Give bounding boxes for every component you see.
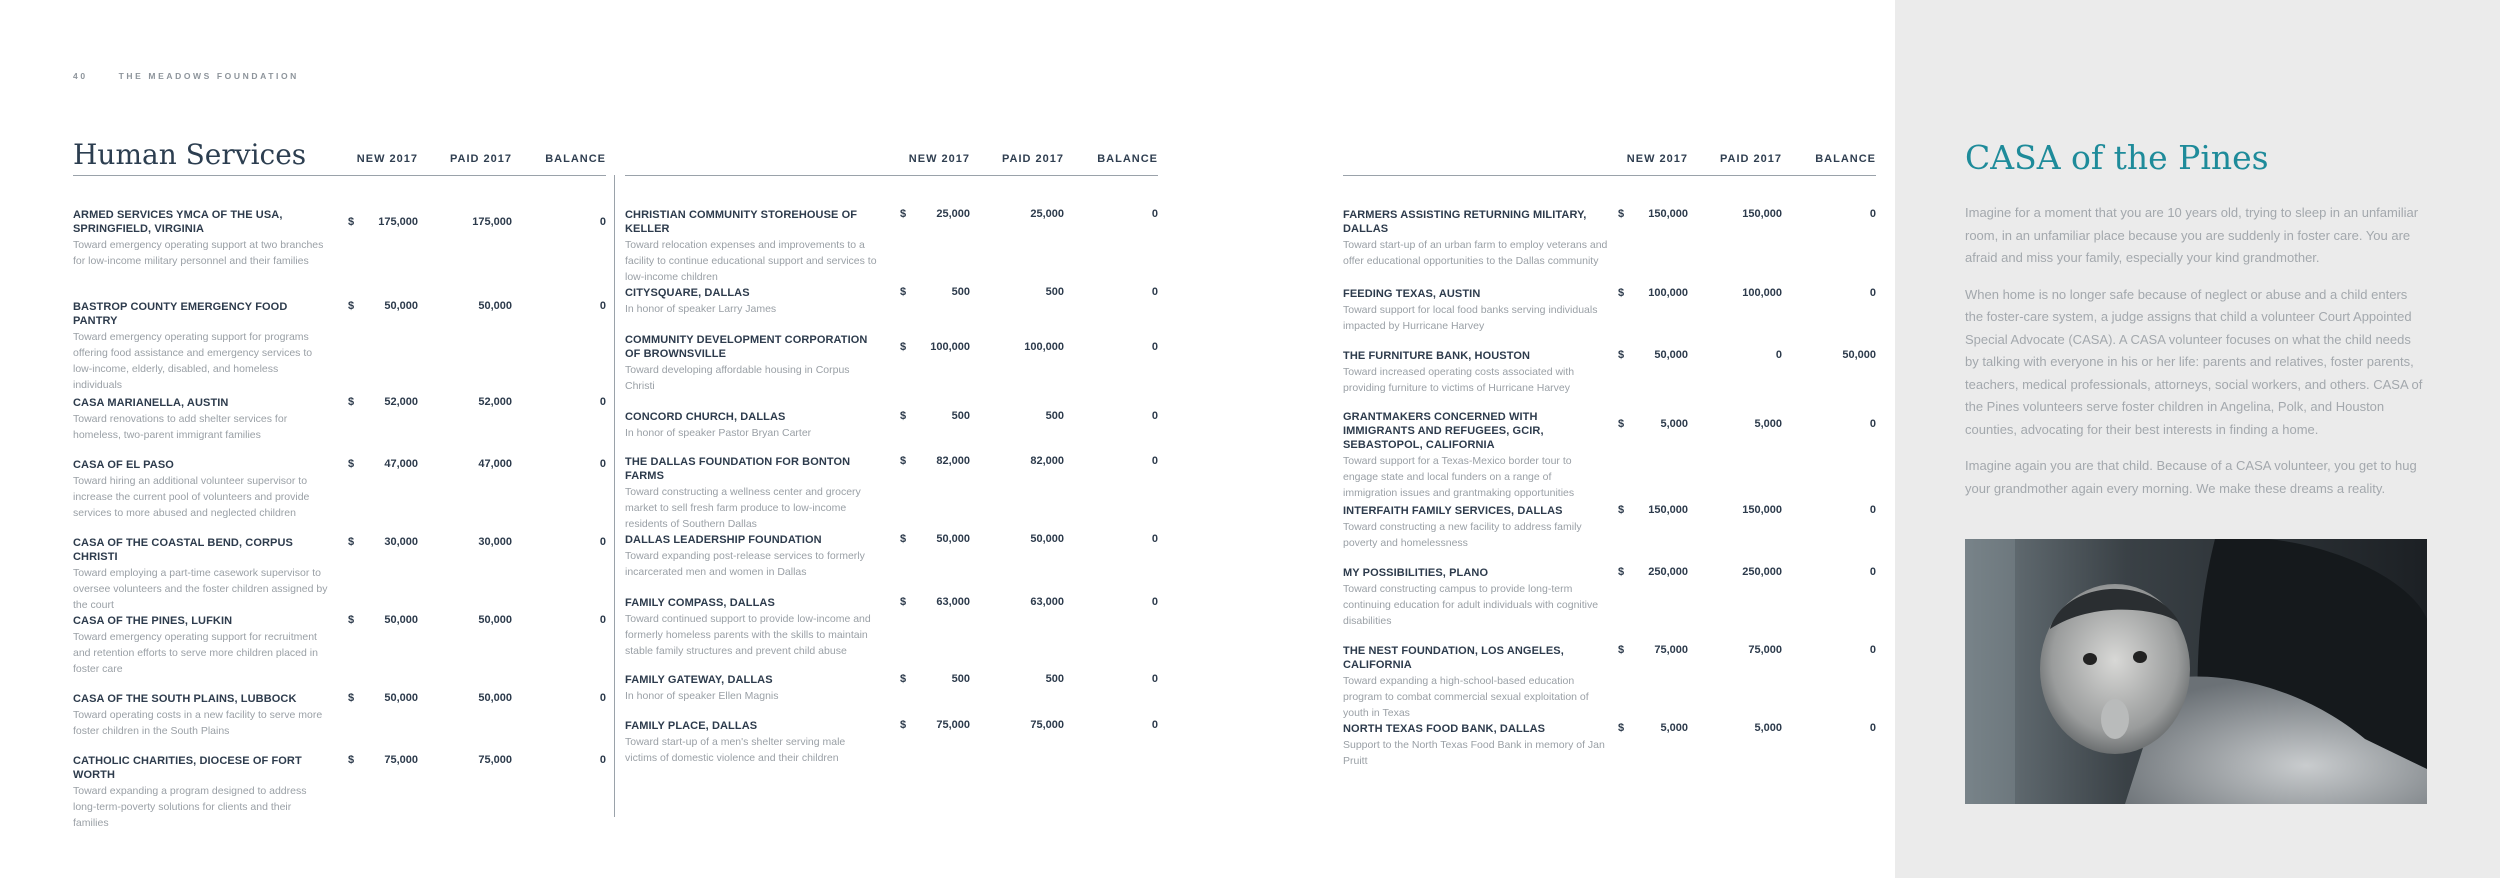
grant-paid-amount: 50,000 — [478, 692, 512, 704]
grant-description: Toward start-up of an urban farm to employ veterans and offer educational opportunities to the Dallas community — [1343, 239, 1608, 267]
grant-paid-amount: 63,000 — [1030, 596, 1064, 608]
grant-entry — [625, 533, 880, 580]
grant-name: NORTH TEXAS FOOD BANK, DALLAS — [1343, 723, 1546, 735]
grant-description: In honor of speaker Pastor Bryan Carter — [625, 427, 812, 439]
grant-entry — [625, 596, 880, 659]
grant-new-amount: 250,000 — [1648, 566, 1688, 578]
grant-entry — [1343, 504, 1608, 551]
currency-sign: $ — [1618, 287, 1625, 299]
section-title: Human Services — [73, 138, 307, 171]
grant-paid-amount: 82,000 — [1030, 455, 1064, 467]
grant-balance: 0 — [599, 692, 606, 704]
grant-description: Toward employing a part-time casework supervisor to oversee volunteers and the foster children assigned by the court — [73, 567, 328, 611]
grant-balance: 0 — [1869, 722, 1876, 734]
grant-balance: 0 — [599, 614, 606, 626]
casa-story — [1965, 202, 2428, 514]
grant-new-amount: 150,000 — [1648, 504, 1688, 516]
grant-paid-amount: 500 — [1045, 673, 1064, 685]
casa-paragraph: When home is no longer safe because of neglect or abuse and a child enters the foster-care system, a judge assigns that child a volunteer Court Appointed Special Advocate (CASA). A CASA volunteer focuses on what the child needs by talking with everyone in his or her life: parents and relatives, foster parents, teachers, medical professionals, attorneys, social workers, and others. CASA of the Pines volunteers serve foster children in Angelina, Polk, and Houston counties, advocating for their best interests in finding a home. — [1965, 286, 2423, 437]
grant-balance: 0 — [599, 216, 606, 228]
grant-new-amount: 50,000 — [1654, 349, 1688, 361]
grant-balance: 0 — [1151, 719, 1158, 731]
currency-sign: $ — [1618, 208, 1625, 220]
grant-balance: 50,000 — [1842, 349, 1876, 361]
grant-name: CONCORD CHURCH, DALLAS — [625, 411, 786, 423]
grant-name: DALLAS LEADERSHIP FOUNDATION — [625, 534, 822, 546]
currency-sign: $ — [1618, 504, 1625, 516]
grant-entry — [1343, 410, 1608, 501]
grant-entry — [1343, 722, 1608, 769]
grant-description: Toward expanding a program designed to address long-term-poverty solutions for clients and their families — [73, 785, 307, 829]
grant-balance: 0 — [1151, 533, 1158, 545]
grant-description: Toward support for local food banks serving individuals impacted by Hurricane Harvey — [1343, 304, 1598, 332]
grant-name: THE FURNITURE BANK, HOUSTON — [1343, 350, 1531, 362]
grant-entry — [625, 286, 880, 317]
grant-paid-amount: 0 — [1775, 349, 1782, 361]
grant-name: INTERFAITH FAMILY SERVICES, DALLAS — [1343, 505, 1563, 517]
grant-description: Toward constructing a wellness center and grocery market to sell fresh farm produce to low-income residents of Southern Dallas — [625, 486, 861, 530]
grant-new-amount: 75,000 — [1654, 644, 1688, 656]
grant-paid-amount: 100,000 — [1742, 287, 1782, 299]
grant-description: Toward renovations to add shelter services for homeless, two-parent immigrant families — [73, 413, 288, 441]
col1-header-new: NEW 2017 — [356, 153, 418, 165]
grant-paid-amount: 25,000 — [1030, 208, 1064, 220]
grant-description: In honor of speaker Larry James — [625, 303, 777, 315]
grant-name: ARMED SERVICES YMCA OF THE USA, SPRINGFIELD, VIRGINIA — [73, 209, 283, 235]
grant-new-amount: 82,000 — [936, 455, 970, 467]
grant-name: FEEDING TEXAS, AUSTIN — [1343, 288, 1481, 300]
currency-sign: $ — [348, 754, 355, 766]
currency-sign: $ — [900, 673, 907, 685]
grant-new-amount: 75,000 — [384, 754, 418, 766]
grant-description: Toward relocation expenses and improvements to a facility to continue educational support and services to low-income children — [625, 239, 877, 283]
grant-description: Toward constructing a new facility to address family poverty and homelessness — [1343, 521, 1582, 549]
grant-entry — [1343, 287, 1608, 334]
grant-balance: 0 — [1151, 596, 1158, 608]
grant-entry — [625, 719, 880, 766]
currency-sign: $ — [1618, 349, 1625, 361]
currency-sign: $ — [1618, 644, 1625, 656]
grant-paid-amount: 30,000 — [478, 536, 512, 548]
grant-description: Toward hiring an additional volunteer supervisor to increase the current pool of volunteers and provide services to more abused and neglected children — [73, 475, 310, 519]
col3-header-paid: PAID 2017 — [1720, 153, 1782, 165]
currency-sign: $ — [348, 614, 355, 626]
grant-paid-amount: 500 — [1045, 286, 1064, 298]
grant-paid-amount: 50,000 — [1030, 533, 1064, 545]
grant-name: CHRISTIAN COMMUNITY STOREHOUSE OF KELLER — [625, 209, 858, 235]
grant-new-amount: 50,000 — [384, 300, 418, 312]
currency-sign: $ — [348, 458, 355, 470]
grant-description: Toward expanding a high-school-based education program to combat commercial sexual exploitation of youth in Texas — [1343, 675, 1589, 719]
grant-paid-amount: 500 — [1045, 410, 1064, 422]
grant-new-amount: 50,000 — [936, 533, 970, 545]
grant-description: In honor of speaker Ellen Magnis — [625, 690, 779, 702]
grant-new-amount: 25,000 — [936, 208, 970, 220]
grant-name: FAMILY PLACE, DALLAS — [625, 720, 758, 732]
grant-new-amount: 100,000 — [930, 341, 970, 353]
grant-new-amount: 500 — [951, 410, 970, 422]
grant-paid-amount: 175,000 — [472, 216, 512, 228]
currency-sign: $ — [348, 216, 355, 228]
grant-name: BASTROP COUNTY EMERGENCY FOOD PANTRY — [73, 301, 288, 327]
currency-sign: $ — [1618, 722, 1625, 734]
grant-entry — [625, 673, 880, 704]
grant-name: CITYSQUARE, DALLAS — [625, 287, 750, 299]
page-number: 40 — [73, 71, 88, 81]
grant-balance: 0 — [1869, 566, 1876, 578]
grant-balance: 0 — [1869, 644, 1876, 656]
casa-paragraph: Imagine again you are that child. Because of a CASA volunteer, you get to hug your grandmother again every morning. We make these dreams a reality. — [1965, 458, 2417, 496]
grant-entry — [1343, 208, 1608, 269]
grant-description: Toward constructing campus to provide long-term continuing education for adult individuals with cognitive disabilities — [1343, 583, 1599, 627]
grant-name: THE DALLAS FOUNDATION FOR BONTON FARMS — [625, 456, 851, 482]
currency-sign: $ — [900, 208, 907, 220]
grant-name: COMMUNITY DEVELOPMENT CORPORATION OF BROWNSVILLE — [625, 334, 868, 360]
currency-sign: $ — [900, 410, 907, 422]
grant-description: Toward operating costs in a new facility to serve more foster children in the South Plains — [73, 709, 323, 737]
grant-entry — [625, 333, 880, 394]
grant-new-amount: 50,000 — [384, 692, 418, 704]
grant-entry — [73, 208, 328, 269]
grant-balance: 0 — [1869, 287, 1876, 299]
grant-name: FARMERS ASSISTING RETURNING MILITARY, DALLAS — [1343, 209, 1587, 235]
grant-paid-amount: 75,000 — [1030, 719, 1064, 731]
grant-balance: 0 — [1151, 455, 1158, 467]
grant-balance: 0 — [1151, 673, 1158, 685]
grant-entry — [73, 614, 328, 677]
currency-sign: $ — [348, 536, 355, 548]
col2-header-new: NEW 2017 — [908, 153, 970, 165]
grant-new-amount: 150,000 — [1648, 208, 1688, 220]
currency-sign: $ — [348, 300, 355, 312]
grant-name: CASA OF THE COASTAL BEND, CORPUS CHRISTI — [73, 537, 293, 563]
col2-header-balance: BALANCE — [1097, 153, 1158, 165]
grant-paid-amount: 5,000 — [1754, 722, 1782, 734]
currency-sign: $ — [900, 533, 907, 545]
grant-name: FAMILY COMPASS, DALLAS — [625, 597, 775, 609]
foundation-name: THE MEADOWS FOUNDATION — [118, 71, 299, 81]
grant-entry — [625, 455, 880, 532]
grant-description: Toward continued support to provide low-income and formerly homeless parents with the skills to maintain stable family structures and prevent child abuse — [625, 613, 871, 657]
grant-paid-amount: 50,000 — [478, 300, 512, 312]
page-header — [73, 71, 299, 81]
grant-description: Toward emergency operating support at two branches for low-income military personnel and their families — [73, 239, 324, 267]
grant-paid-amount: 100,000 — [1024, 341, 1064, 353]
grant-name: CASA MARIANELLA, AUSTIN — [73, 397, 229, 409]
currency-sign: $ — [900, 596, 907, 608]
grant-new-amount: 500 — [951, 673, 970, 685]
currency-sign: $ — [348, 692, 355, 704]
grant-balance: 0 — [599, 754, 606, 766]
grant-description: Toward increased operating costs associated with providing furniture to victims of Hurricane Harvey — [1343, 366, 1575, 394]
grant-paid-amount: 5,000 — [1754, 418, 1782, 430]
grant-entry — [73, 692, 328, 739]
grant-balance: 0 — [599, 300, 606, 312]
col1-rule — [73, 175, 606, 176]
grant-name: GRANTMAKERS CONCERNED WITH IMMIGRANTS AND REFUGEES, GCIR, SEBASTOPOL, CALIFORNIA — [1343, 411, 1544, 451]
grant-new-amount: 100,000 — [1648, 287, 1688, 299]
grant-description: Toward emergency operating support for recruitment and retention efforts to serve more children placed in foster care — [73, 631, 318, 675]
grant-paid-amount: 75,000 — [1748, 644, 1782, 656]
grant-balance: 0 — [1151, 410, 1158, 422]
grant-name: THE NEST FOUNDATION, LOS ANGELES, CALIFORNIA — [1343, 645, 1564, 671]
currency-sign: $ — [900, 455, 907, 467]
currency-sign: $ — [900, 341, 907, 353]
grant-new-amount: 30,000 — [384, 536, 418, 548]
grant-balance: 0 — [599, 536, 606, 548]
grant-balance: 0 — [1869, 208, 1876, 220]
grant-new-amount: 63,000 — [936, 596, 970, 608]
grant-description: Toward emergency operating support for programs offering food assistance and emergency services to low-income, elderly, disabled, and homeless individuals — [73, 331, 313, 391]
grant-new-amount: 75,000 — [936, 719, 970, 731]
grant-entry — [1343, 644, 1608, 721]
grant-name: CASA OF THE SOUTH PLAINS, LUBBOCK — [73, 693, 297, 705]
grant-entry — [73, 458, 328, 521]
col2-rule — [625, 175, 1158, 176]
grant-paid-amount: 50,000 — [478, 614, 512, 626]
grant-new-amount: 47,000 — [384, 458, 418, 470]
grant-entry — [73, 300, 328, 393]
child-photo — [1965, 539, 2427, 804]
currency-sign: $ — [900, 286, 907, 298]
currency-sign: $ — [348, 396, 355, 408]
grant-paid-amount: 150,000 — [1742, 208, 1782, 220]
col2-header-paid: PAID 2017 — [1002, 153, 1064, 165]
col3-rule — [1343, 175, 1876, 176]
grant-name: CATHOLIC CHARITIES, DIOCESE OF FORT WORTH — [73, 755, 302, 781]
grant-balance: 0 — [1869, 418, 1876, 430]
grant-new-amount: 5,000 — [1660, 722, 1688, 734]
currency-sign: $ — [1618, 418, 1625, 430]
grant-name: FAMILY GATEWAY, DALLAS — [625, 674, 773, 686]
grant-paid-amount: 150,000 — [1742, 504, 1782, 516]
grant-balance: 0 — [1151, 341, 1158, 353]
grant-entry — [73, 754, 328, 831]
col3-header-new: NEW 2017 — [1626, 153, 1688, 165]
grant-description: Toward expanding post-release services to formerly incarcerated men and women in Dallas — [625, 550, 865, 578]
grant-description: Support to the North Texas Food Bank in memory of Jan Pruitt — [1343, 739, 1605, 767]
casa-paragraph: Imagine for a moment that you are 10 years old, trying to sleep in an unfamiliar room, in an unfamiliar place because you are suddenly in foster care. You are afraid and miss your family, especially your kind grandmother. — [1965, 205, 2419, 265]
grant-entry — [625, 208, 880, 285]
grant-paid-amount: 250,000 — [1742, 566, 1782, 578]
grant-balance: 0 — [1151, 286, 1158, 298]
grant-entry — [625, 410, 880, 441]
grant-balance: 0 — [599, 458, 606, 470]
grant-balance: 0 — [1869, 504, 1876, 516]
grant-paid-amount: 52,000 — [478, 396, 512, 408]
grant-name: MY POSSIBILITIES, PLANO — [1343, 567, 1489, 579]
grant-new-amount: 500 — [951, 286, 970, 298]
grant-balance: 0 — [1151, 208, 1158, 220]
grant-entry — [1343, 566, 1608, 629]
col1-header-balance: BALANCE — [545, 153, 606, 165]
grant-description: Toward support for a Texas-Mexico border tour to engage state and local funders on a range of immigration issues and grantmaking opportunities — [1343, 455, 1575, 499]
grant-paid-amount: 75,000 — [478, 754, 512, 766]
col3-header-balance: BALANCE — [1815, 153, 1876, 165]
column-divider — [614, 175, 615, 817]
grant-name: CASA OF THE PINES, LUFKIN — [73, 615, 233, 627]
grant-entry — [1343, 349, 1608, 396]
currency-sign: $ — [1618, 566, 1625, 578]
grant-entry — [73, 396, 328, 443]
grant-description: Toward developing affordable housing in Corpus Christi — [625, 364, 850, 392]
col1-header-paid: PAID 2017 — [450, 153, 512, 165]
grant-description: Toward start-up of a men's shelter serving male victims of domestic violence and their children — [625, 736, 846, 764]
grant-new-amount: 175,000 — [378, 216, 418, 228]
grant-new-amount: 5,000 — [1660, 418, 1688, 430]
casa-title: CASA of the Pines — [1965, 138, 2269, 177]
grant-paid-amount: 47,000 — [478, 458, 512, 470]
grant-balance: 0 — [599, 396, 606, 408]
currency-sign: $ — [900, 719, 907, 731]
grant-new-amount: 50,000 — [384, 614, 418, 626]
grant-name: CASA OF EL PASO — [73, 459, 174, 471]
grant-new-amount: 52,000 — [384, 396, 418, 408]
grant-entry — [73, 536, 328, 613]
